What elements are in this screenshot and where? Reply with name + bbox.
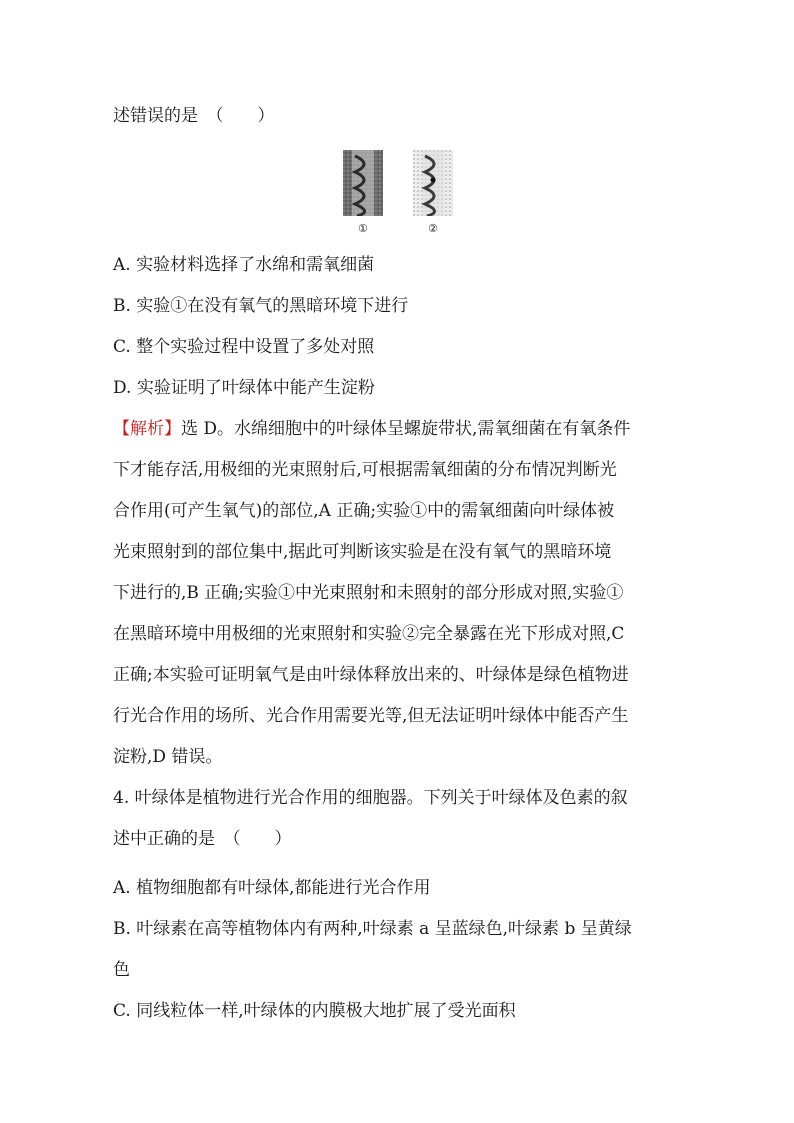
option-q4-c: C. 同线粒体一样,叶绿体的内膜极大地扩展了受光面积 bbox=[113, 1001, 516, 1021]
spirogyra-micrograph-2 bbox=[413, 150, 453, 216]
option-q3-a: A. 实验材料选择了水绵和需氧细菌 bbox=[113, 255, 375, 275]
analysis-text: 选 D。水绵细胞中的叶绿体呈螺旋带状,需氧细菌在有氧条件 bbox=[181, 419, 631, 439]
option-q3-b: B. 实验①在没有氧气的黑暗环境下进行 bbox=[113, 296, 409, 316]
q3-stem-end: 述错误的是 （ ） bbox=[113, 106, 275, 126]
option-q3-c: C. 整个实验过程中设置了多处对照 bbox=[113, 337, 375, 357]
analysis-line: 正确;本实验可证明氧气是由叶绿体释放出来的、叶绿体是绿色植物进 bbox=[113, 665, 629, 685]
figure-label-1: ① bbox=[358, 222, 368, 235]
option-q4-b: B. 叶绿素在高等植物体内有两种,叶绿素 a 呈蓝绿色,叶绿素 b 呈黄绿 bbox=[113, 919, 632, 939]
analysis-line: 下才能存活,用极细的光束照射后,可根据需氧细菌的分布情况判断光 bbox=[113, 460, 617, 480]
q4-stem: 4. 叶绿体是植物进行光合作用的细胞器。下列关于叶绿体及色素的叙 bbox=[113, 788, 628, 808]
analysis-line: 在黑暗环境中用极细的光束照射和实验②完全暴露在光下形成对照,C bbox=[113, 624, 625, 644]
analysis-line bbox=[113, 417, 630, 441]
analysis-line: 淀粉,D 错误。 bbox=[113, 747, 223, 767]
experiment-figure bbox=[343, 150, 458, 240]
analysis-line: 光束照射到的部位集中,据此可判断该实验是在没有氧气的黑暗环境 bbox=[113, 542, 612, 562]
figure-label-2: ② bbox=[428, 222, 438, 235]
analysis-tag: 【解析】 bbox=[113, 419, 181, 439]
analysis-line: 下进行的,B 正确;实验①中光束照射和未照射的部分形成对照,实验① bbox=[113, 583, 624, 603]
q4-stem: 述中正确的是 （ ） bbox=[113, 829, 292, 849]
option-q3-d: D. 实验证明了叶绿体中能产生淀粉 bbox=[113, 378, 375, 398]
analysis-line: 合作用(可产生氧气)的部位,A 正确;实验①中的需氧细菌向叶绿体被 bbox=[113, 501, 615, 521]
spirogyra-micrograph-1 bbox=[343, 150, 383, 216]
option-q4-b-cont: 色 bbox=[113, 960, 130, 980]
analysis-line: 行光合作用的场所、光合作用需要光等,但无法证明叶绿体中能否产生 bbox=[113, 706, 629, 726]
option-q4-a: A. 植物细胞都有叶绿体,都能进行光合作用 bbox=[113, 878, 431, 898]
